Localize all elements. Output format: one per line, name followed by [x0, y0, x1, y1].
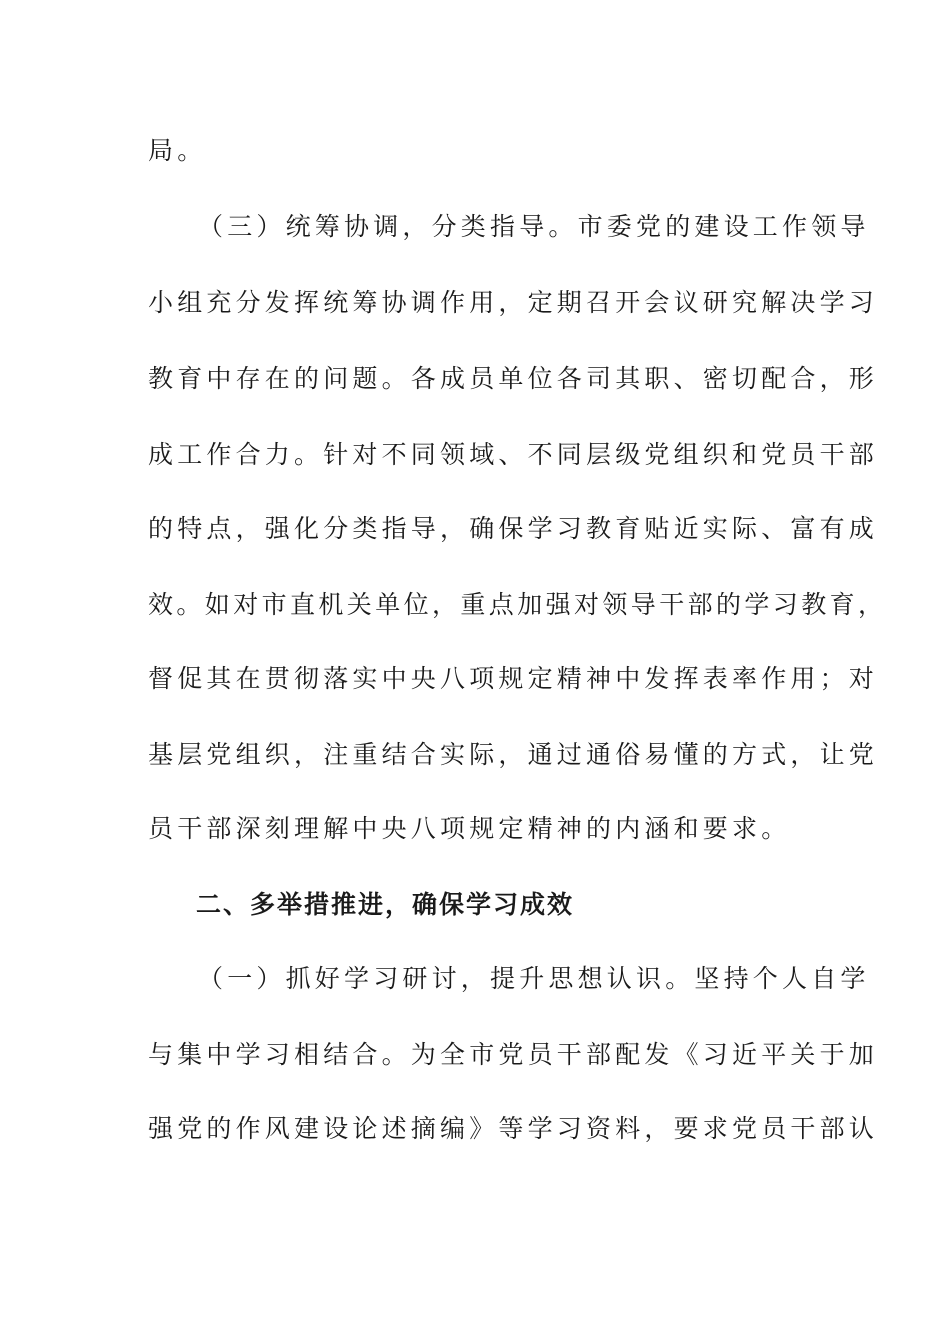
- text-line: 成工作合力。针对不同领域、不同层级党组织和党员干部: [148, 440, 879, 469]
- paragraph-first-line: （一）抓好学习研讨，提升思想认识。坚持个人自学: [198, 964, 870, 993]
- text-line: 局。: [148, 136, 207, 165]
- text-line: 效。如对市直机关单位，重点加强对领导干部的学习教育，: [148, 590, 887, 619]
- text-line: 小组充分发挥统筹协调作用，定期召开会议研究解决学习: [148, 288, 879, 317]
- section-heading: 二、多举措推进，确保学习成效: [196, 890, 575, 919]
- text-line: 的特点，强化分类指导，确保学习教育贴近实际、富有成: [148, 514, 879, 543]
- paragraph-first-line: （三）统筹协调，分类指导。市委党的建设工作领导: [198, 212, 870, 241]
- text-line: 强党的作风建设论述摘编》等学习资料，要求党员干部认: [148, 1114, 879, 1143]
- text-line: 督促其在贯彻落实中央八项规定精神中发挥表率作用；对: [148, 664, 879, 693]
- text-line: 与集中学习相结合。为全市党员干部配发《习近平关于加: [148, 1040, 879, 1069]
- text-line: 教育中存在的问题。各成员单位各司其职、密切配合，形: [148, 364, 879, 393]
- text-line: 基层党组织，注重结合实际，通过通俗易懂的方式，让党: [148, 740, 879, 769]
- text-line: 员干部深刻理解中央八项规定精神的内涵和要求。: [148, 814, 791, 843]
